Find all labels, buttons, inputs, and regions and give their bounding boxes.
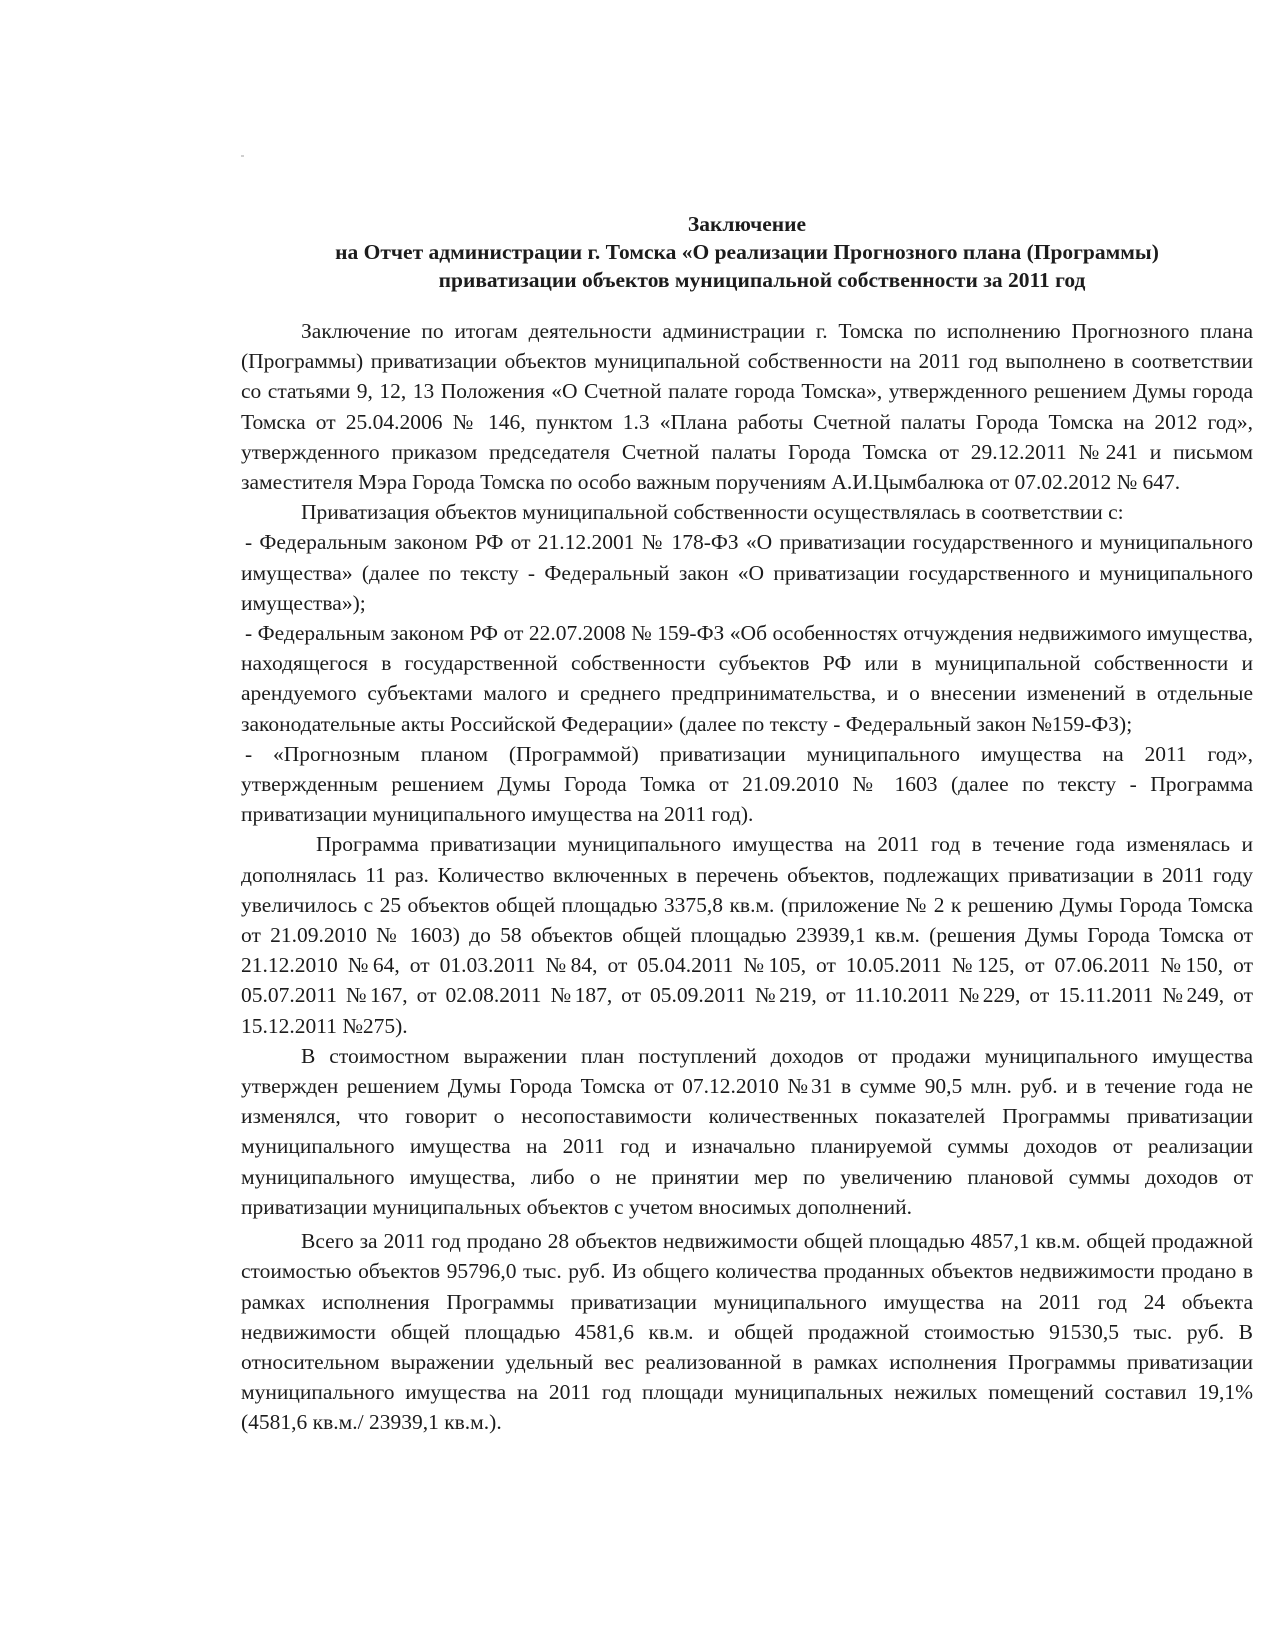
list-item-law-178: - Федеральным законом РФ от 21.12.2001 № 178-ФЗ «О приватизации государственного и муниципального имущества» (далее по тексту - Федеральный закон «О приватизации государственного и муниципального имущества»);: [241, 530, 1253, 615]
title-line-1: Заключение: [687, 212, 807, 236]
list-item-law-159: - Федеральным законом РФ от 22.07.2008 № 159-ФЗ «Об особенностях отчуждения недвижимого имущества, находящегося в государственной собственности субъектов РФ или в муниципальной собственности и арендуемого субъектами малого и среднего предпринимательства, и о внесении изменений в отдельные законодательные акты Российской Федерации» (далее по тексту - Федеральный закон №159-ФЗ);: [241, 621, 1253, 736]
paragraph-sales-results: Всего за 2011 год продано 28 объектов недвижимости общей площадью 4857,1 кв.м. общей продажной стоимостью объектов 95796,0 тыс. руб. Из общего количества проданных объектов недвижимости продано в рамках исполнения Программы приватизации муниципального имущества на 2011 год 24 объекта недвижимости общей площадью 4581,6 кв.м. и общей продажной стоимостью 91530,5 тыс. руб. В относительном выражении удельный вес реализованной в рамках исполнения Программы приватизации муниципального имущества на 2011 год площади муниципальных нежилых помещений составил 19,1% (4581,6 кв.м./ 23939,1 кв.м.).: [241, 1229, 1253, 1435]
title-line-3: приватизации объектов муниципальной собственности за 2011 год: [438, 268, 1086, 292]
paragraph-basis: Приватизация объектов муниципальной собственности осуществлялась в соответствии с:: [301, 500, 1124, 525]
scan-speck: [241, 155, 244, 157]
paragraph-intro: Заключение по итогам деятельности администрации г. Томска по исполнению Прогнозного плана (Программы) приватизации объектов муниципальной собственности на 2011 год выполнено в соответствии со статьями 9, 12, 13 Положения «О Счетной палате города Томска», утвержденного решением Думы города Томска от 25.04.2006 № 146, пунктом 1.3 «Плана работы Счетной палаты Города Томска на 2012 год», утвержденного приказом председателя Счетной палаты Города Томска от 29.12.2011 №241 и письмом заместителя Мэра Города Томска по особо важным поручениям А.И.Цымбалюка от 07.02.2012 № 647.: [241, 319, 1253, 495]
document-page: [241, 210, 1253, 1438]
title-line-2: на Отчет администрации г. Томска «О реализации Прогнозного плана (Программы): [335, 240, 1159, 264]
list-item-forecast-plan: - «Прогнозным планом (Программой) приватизации муниципального имущества на 2011 год», утвержденным решением Думы Города Томка от 21.09.2010 № 1603 (далее по тексту - Программа приватизации муниципального имущества на 2011 год).: [241, 741, 1253, 827]
paragraph-program-changes: Программа приватизации муниципального имущества на 2011 год в течение года изменялась и дополнялась 11 раз. Количество включенных в перечень объектов, подлежащих приватизации в 2011 году увеличилось с 25 объектов общей площадью 3375,8 кв.м. (приложение № 2 к решению Думы Города Томска от 21.09.2010 № 1603) до 58 объектов общей площадью 23939,1 кв.м. (решения Думы Города Томска от 21.12.2010 №64, от 01.03.2011 №84, от 05.04.2011 №105, от 10.05.2011 №125, от 07.06.2011 №150, от 05.07.2011 №167, от 02.08.2011 №187, от 05.09.2011 №219, от 11.10.2011 №229, от 15.11.2011 №249, от 15.12.2011 №275).: [241, 832, 1253, 1038]
paragraph-revenue-plan: В стоимостном выражении план поступлений доходов от продажи муниципального имущества утвержден решением Думы Города Томска от 07.12.2010 №31 в сумме 90,5 млн. руб. и в течение года не изменялся, что говорит о несопоставимости количественных показателей Программы приватизации муниципального имущества на 2011 год и изначально планируемой суммы доходов от реализации муниципального имущества, либо о не принятии мер по увеличению плановой суммы доходов от приватизации муниципальных объектов с учетом вносимых дополнений.: [241, 1043, 1253, 1219]
document-title: [241, 210, 1253, 294]
